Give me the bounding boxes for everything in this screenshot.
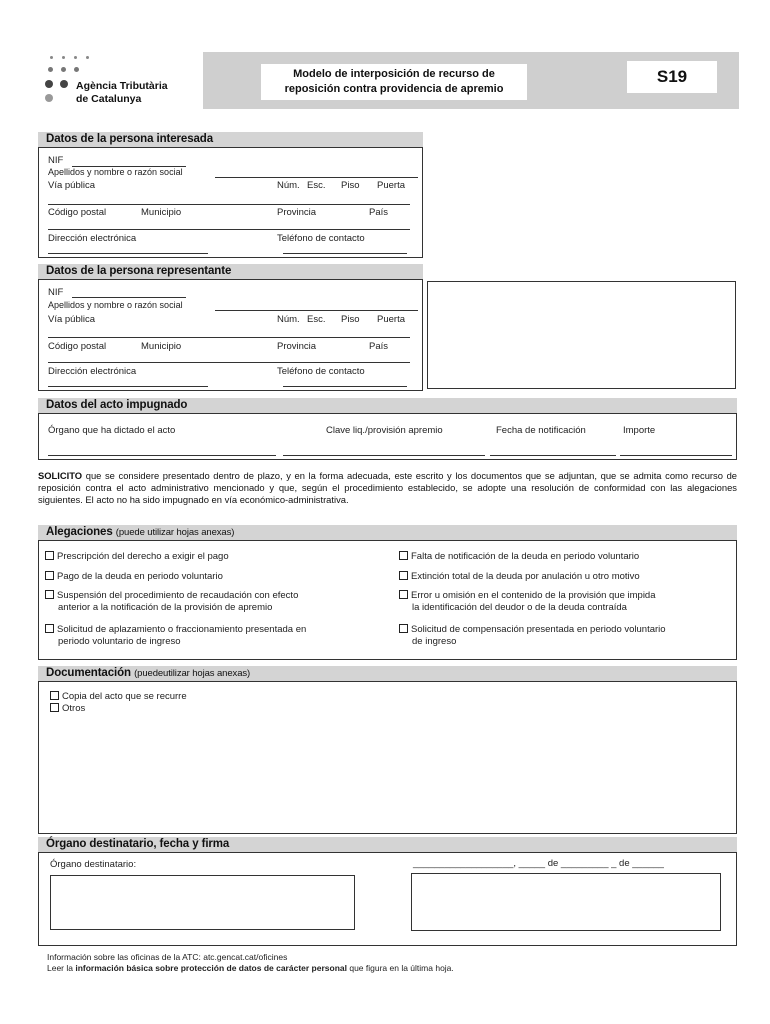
- checkbox-icon[interactable]: [45, 624, 54, 633]
- checkbox-icon[interactable]: [50, 703, 59, 712]
- interesada-title: Datos de la persona interesada: [38, 132, 423, 147]
- documentacion-checkbox[interactable]: Otros: [50, 703, 85, 715]
- documentacion-title: [38, 666, 737, 681]
- acto-fecha-field[interactable]: [490, 455, 616, 456]
- alegacion-checkbox[interactable]: Solicitud de compensación presentada en periodo voluntario de ingreso: [399, 624, 666, 648]
- checkbox-icon[interactable]: [399, 624, 408, 633]
- footer-line2-bold: información básica sobre protección de datos de carácter personal: [75, 963, 347, 973]
- documentacion-title-text: Documentación: [46, 667, 131, 679]
- acto-organo-field[interactable]: [48, 455, 276, 456]
- checkbox-icon[interactable]: [45, 551, 54, 560]
- interesada-direccion-field[interactable]: [48, 253, 208, 254]
- representante-cp-label: Código postal: [48, 341, 107, 352]
- interesada-apellidos-field[interactable]: [215, 177, 418, 178]
- acto-title: Datos del acto impugnado: [38, 398, 737, 413]
- alegaciones-title-text: Alegaciones: [46, 526, 113, 538]
- firma-organo-label: Órgano destinatario:: [50, 859, 137, 870]
- representante-pais-label: País: [369, 341, 389, 352]
- representante-provincia-label: Provincia: [277, 341, 317, 352]
- representante-nif-field[interactable]: [72, 297, 186, 298]
- acto-importe-field[interactable]: [620, 455, 732, 456]
- form-title-line2: reposición contra providencia de apremio: [284, 83, 504, 95]
- representante-num-label: Núm.: [277, 314, 300, 325]
- alegacion-checkbox[interactable]: Solicitud de aplazamiento o fraccionamiento presentada en periodo voluntario de ingreso: [45, 624, 306, 648]
- form-code: S19: [627, 61, 717, 93]
- form-title-box: [261, 64, 527, 100]
- solicito-bold: SOLICITO: [38, 470, 83, 481]
- organo-destinatario-field[interactable]: [50, 875, 355, 930]
- representante-municipio-label: Municipio: [141, 341, 182, 352]
- representante-via-label: Vía pública: [48, 314, 96, 325]
- documentacion-checkbox[interactable]: Copia del acto que se recurre: [50, 691, 187, 703]
- interesada-cp-field[interactable]: [48, 229, 410, 230]
- representante-cp-field[interactable]: [48, 362, 410, 363]
- representante-apellidos-label: Apellidos y nombre o razón social: [48, 300, 183, 310]
- alegacion-checkbox[interactable]: Extinción total de la deuda por anulación u otro motivo: [399, 571, 640, 583]
- checkbox-icon[interactable]: [399, 551, 408, 560]
- representante-telefono-field[interactable]: [283, 386, 407, 387]
- alegacion-checkbox[interactable]: Prescripción del derecho a exigir el pago: [45, 551, 229, 563]
- representante-nif-label: NIF: [48, 287, 64, 298]
- alegaciones-subtitle: (puede utilizar hojas anexas): [115, 527, 235, 538]
- firma-date-line[interactable]: ___________________, _____ de _________ _ de ______: [413, 858, 664, 869]
- representante-via-field[interactable]: [48, 337, 410, 338]
- representante-apellidos-field[interactable]: [215, 310, 418, 311]
- alegaciones-title: [38, 525, 737, 540]
- documentacion-box[interactable]: [38, 681, 737, 834]
- interesada-via-field[interactable]: [48, 204, 410, 205]
- footer-line1: Información sobre las oficinas de la ATC: atc.gencat.cat/oficines: [47, 952, 288, 962]
- checkbox-icon[interactable]: [45, 590, 54, 599]
- logo-line2: de Catalunya: [76, 93, 142, 105]
- interesada-telefono-label: Teléfono de contacto: [277, 233, 365, 244]
- alegacion-checkbox[interactable]: Falta de notificación de la deuda en periodo voluntario: [399, 551, 639, 563]
- acto-clave-label: Clave liq./provisión apremio: [326, 425, 443, 436]
- interesada-esc-label: Esc.: [307, 180, 326, 191]
- checkbox-icon[interactable]: [45, 571, 54, 580]
- interesada-puerta-label: Puerta: [377, 180, 405, 191]
- checkbox-icon[interactable]: [399, 590, 408, 599]
- form-title-line1: Modelo de interposición de recurso de: [293, 68, 495, 80]
- interesada-pais-label: País: [369, 207, 389, 218]
- alegacion-checkbox[interactable]: Error u omisión en el contenido de la provisión que impida la identificación del deudor o de la deuda contraída: [399, 590, 656, 614]
- solicito-paragraph: [38, 470, 737, 506]
- representante-puerta-label: Puerta: [377, 314, 405, 325]
- interesada-num-label: Núm.: [277, 180, 300, 191]
- acto-box: [38, 413, 737, 460]
- acto-clave-field[interactable]: [283, 455, 485, 456]
- representante-piso-label: Piso: [341, 314, 360, 325]
- alegacion-checkbox[interactable]: Pago de la deuda en periodo voluntario: [45, 571, 223, 583]
- solicito-text: que se considere presentado dentro de plazo, y en la forma adecuada, este escrito y los documentos que se adjuntan, que se admita como recurso de reposición contra el acto administrativo mencionado y que, según el procedimiento establecido, se adopte una resolución de conformidad con las alegaciones siguientes. El acto no ha sido impugnado en vía económico-administrativa.: [38, 470, 737, 505]
- interesada-telefono-field[interactable]: [283, 253, 407, 254]
- interesada-piso-label: Piso: [341, 180, 360, 191]
- interesada-direccion-label: Dirección electrónica: [48, 233, 137, 244]
- interesada-apellidos-label: Apellidos y nombre o razón social: [48, 167, 183, 177]
- alegacion-checkbox[interactable]: Suspensión del procedimiento de recaudación con efecto anterior a la notificación de la provisión de apremio: [45, 590, 298, 614]
- logo-line1: Agència Tributària: [76, 80, 168, 92]
- representante-title: Datos de la persona representante: [38, 264, 423, 279]
- interesada-via-label: Vía pública: [48, 180, 96, 191]
- footer-line2: Leer la información básica sobre protección de datos de carácter personal que figura en la última hoja.: [47, 963, 454, 973]
- firma-field[interactable]: [411, 873, 721, 931]
- representante-esc-label: Esc.: [307, 314, 326, 325]
- representante-direccion-label: Dirección electrónica: [48, 366, 137, 377]
- interesada-municipio-label: Municipio: [141, 207, 182, 218]
- checkbox-icon[interactable]: [399, 571, 408, 580]
- interesada-nif-label: NIF: [48, 155, 64, 166]
- checkbox-icon[interactable]: [50, 691, 59, 700]
- representante-direccion-field[interactable]: [48, 386, 208, 387]
- representante-telefono-label: Teléfono de contacto: [277, 366, 365, 377]
- interesada-provincia-label: Provincia: [277, 207, 317, 218]
- registro-stamp-box: [427, 281, 736, 389]
- interesada-cp-label: Código postal: [48, 207, 107, 218]
- firma-title: Órgano destinatario, fecha y firma: [38, 837, 737, 852]
- acto-importe-label: Importe: [623, 425, 656, 436]
- acto-fecha-label: Fecha de notificación: [496, 425, 586, 436]
- acto-organo-label: Órgano que ha dictado el acto: [48, 425, 176, 436]
- documentacion-subtitle: (puedeutilizar hojas anexas): [134, 668, 251, 679]
